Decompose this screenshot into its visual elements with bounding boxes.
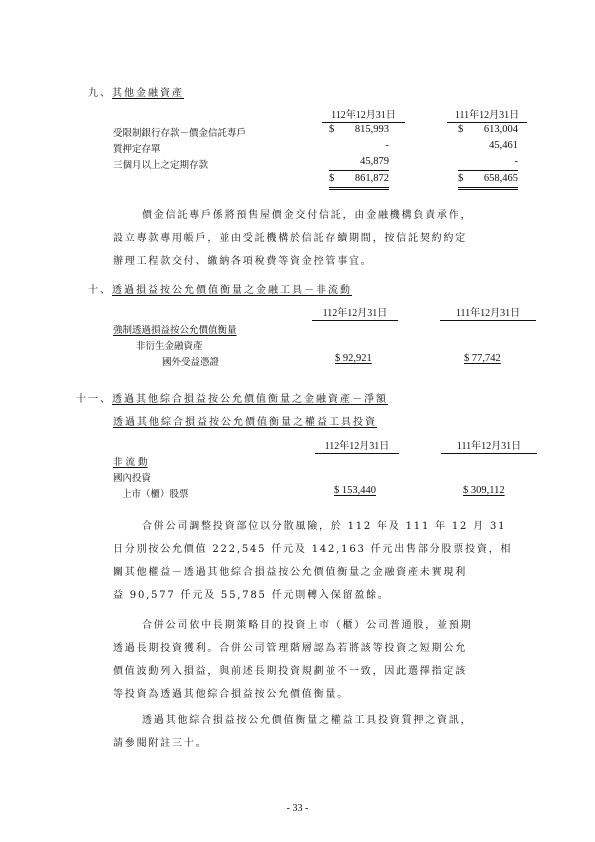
table-row-label: 受限制銀行存款－價金信託專戶 xyxy=(113,128,247,139)
section10-title: 透過損益按公允價值衡量之金融工具－非流動 xyxy=(112,285,352,296)
section9-header-2022: 111年12月31日 xyxy=(447,106,527,123)
section11-header-2023: 112年12月31日 xyxy=(315,437,399,454)
paragraph-line: 合併公司依中長期策略目的投資上市（櫃）公司普通股，並預期 xyxy=(142,620,473,631)
section11-value-2022: $ 309,112 xyxy=(463,485,505,496)
paragraph-line: 益 90,577 仟元及 55,785 仟元則轉入保留盈餘。 xyxy=(113,590,390,601)
section10-category: 強制透過損益按公允價值衡量 xyxy=(113,325,237,336)
section11-header-2022: 111年12月31日 xyxy=(441,437,537,454)
section9-title: 其他金融資產 xyxy=(112,88,184,99)
table-cell: $ 815,993 xyxy=(329,124,389,135)
table-cell: - xyxy=(458,156,518,171)
table-cell: $ 613,004 xyxy=(458,124,518,135)
section11-item: 上市（櫃）股票 xyxy=(122,489,189,500)
table-cell: 45,879 xyxy=(329,156,389,171)
section10-header-2023: 112年12月31日 xyxy=(312,304,398,321)
section10-header-2022: 111年12月31日 xyxy=(440,304,536,321)
paragraph-line: 設立專款專用帳戶，並由受託機構於信託存續期間，按信託契約約定 xyxy=(113,233,467,244)
paragraph-line: 等投資為透過其他綜合損益按公允價值衡量。 xyxy=(113,689,349,700)
section11-subcategory: 國內投資 xyxy=(113,473,152,484)
paragraph-line: 請參閱附註三十。 xyxy=(113,738,208,749)
table-row-label: 質押定存單 xyxy=(113,144,161,155)
paragraph-line: 合併公司調整投資部位以分散風險，於 112 年及 111 年 12 月 31 xyxy=(142,521,507,532)
table-cell: - xyxy=(385,140,389,151)
section9-number: 九、 xyxy=(88,88,112,99)
section11-subtitle: 透過其他綜合損益按公允價值衡量之權益工具投資 xyxy=(113,417,377,428)
section11-value-2023: $ 153,440 xyxy=(334,485,376,496)
paragraph-line: 價金信託專戶係將預售屋價金交付信託，由金融機構負責承作， xyxy=(142,210,473,221)
table-total-cell: $ 658,465 xyxy=(458,173,518,190)
section10-value-2022: $ 77,742 xyxy=(464,353,501,364)
paragraph-line: 日分別按公允價值 222,545 仟元及 142,163 仟元出售部分股票投資，相 xyxy=(113,544,513,555)
section9-heading xyxy=(88,84,184,99)
section10-heading xyxy=(88,281,352,296)
section11-heading xyxy=(76,390,388,405)
section9-header-2023: 112年12月31日 xyxy=(322,106,405,123)
section10-number: 十、 xyxy=(88,285,112,296)
table-total-cell: $ 861,872 xyxy=(329,173,389,190)
section10-value-2023: $ 92,921 xyxy=(335,353,372,364)
section11-number: 十一、 xyxy=(76,394,112,405)
section11-category: 非 流 動 xyxy=(113,457,148,468)
paragraph-line: 透過長期投資獲利。合併公司管理階層認為若將該等投資之短期公允 xyxy=(113,643,467,654)
paragraph-line: 透過其他綜合損益按公允價值衡量之權益工具投資質押之資訊， xyxy=(142,715,473,726)
table-row-label: 三個月以上之定期存款 xyxy=(113,160,209,171)
paragraph-line: 關其他權益－透過其他綜合損益按公允價值衡量之金融資產未實現利 xyxy=(113,567,467,578)
paragraph-line: 價值波動列入損益，與前述長期投資規劃並不一致，因此選擇指定該 xyxy=(113,666,467,677)
section10-subcategory: 非衍生金融資產 xyxy=(136,341,203,352)
paragraph-line: 辦理工程款交付、繳納各項稅費等資金控管事宜。 xyxy=(113,256,373,267)
page-number: - 33 - xyxy=(286,803,309,814)
section10-item: 國外受益憑證 xyxy=(162,357,220,368)
table-cell: 45,461 xyxy=(489,140,518,151)
section11-title: 透過其他綜合損益按公允價值衡量之金融資產－淨額 xyxy=(112,394,388,405)
